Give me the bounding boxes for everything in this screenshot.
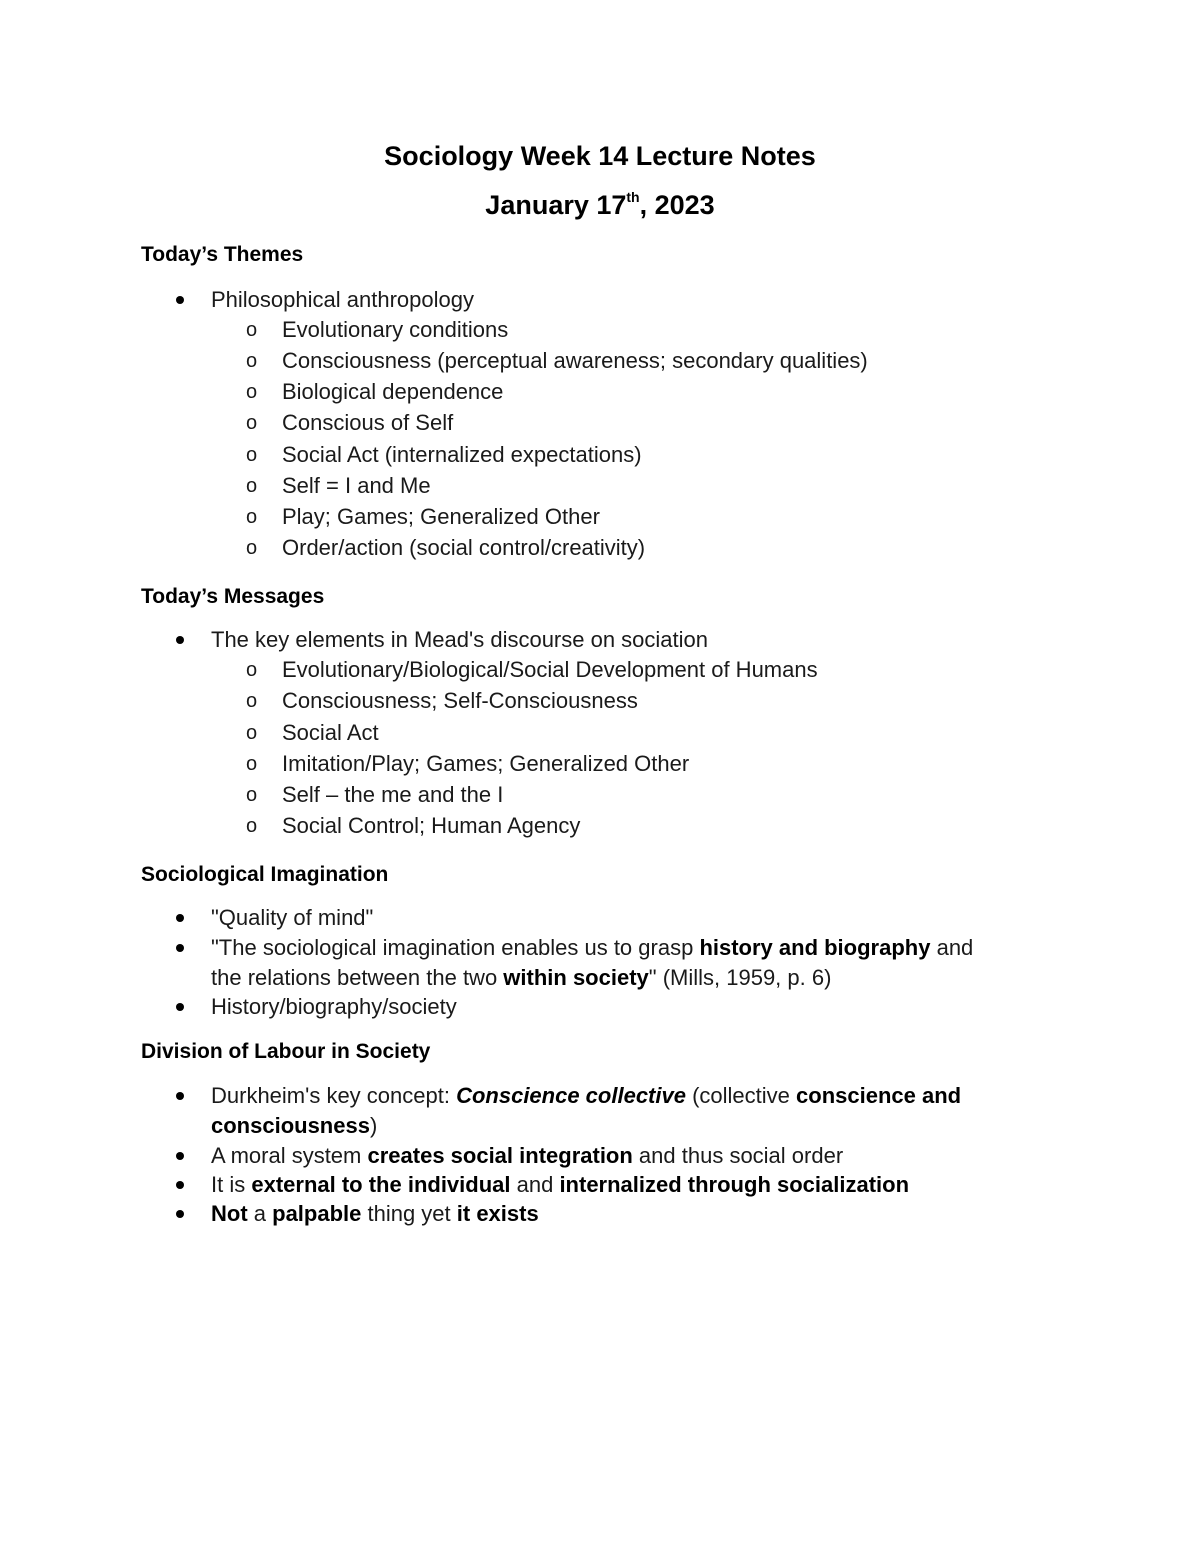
- list-item-continuation: [211, 963, 1041, 993]
- sub-list-item-text: Consciousness (perceptual awareness; secondary qualities): [282, 348, 868, 373]
- sub-list-item: [246, 440, 1042, 470]
- list-item-text: and: [510, 1172, 560, 1197]
- section-heading-themes: Today’s Themes: [141, 243, 304, 266]
- list-item-text: ): [369, 1113, 378, 1138]
- list-item: [211, 992, 1041, 1022]
- list-item-text: (collective: [685, 1083, 797, 1108]
- sub-list-item-text: Self = I and Me: [282, 473, 431, 498]
- sub-list-item-text: Conscious of Self: [282, 410, 454, 435]
- bold-text: it exists: [456, 1201, 539, 1226]
- list-item: [211, 903, 1041, 933]
- sub-list-item-text: Play; Games; Generalized Other: [282, 504, 600, 529]
- circle-bullet-icon: o: [246, 506, 258, 528]
- circle-bullet-icon: o: [246, 659, 258, 681]
- circle-bullet-icon: o: [246, 319, 258, 341]
- sub-list-item: [246, 315, 1042, 345]
- date-superscript: th: [626, 189, 640, 205]
- circle-bullet-icon: o: [246, 815, 258, 837]
- bold-text: history and biography: [699, 935, 931, 960]
- sub-list-item-text: Evolutionary conditions: [282, 317, 509, 342]
- bold-text: palpable: [272, 1201, 362, 1226]
- list-item-text: and thus social order: [632, 1143, 844, 1168]
- bold-text: consciousness: [211, 1113, 370, 1138]
- section-heading-imagination: Sociological Imagination: [141, 863, 389, 886]
- sub-list-item: [246, 533, 1042, 563]
- list-item-text: The key elements in Mead's discourse on sociation: [211, 627, 709, 652]
- list-item-text: thing yet: [361, 1201, 457, 1226]
- list-item-text: "The sociological imagination enables us to grasp: [211, 935, 700, 960]
- sub-list-item-text: Consciousness; Self-Consciousness: [282, 688, 638, 713]
- circle-bullet-icon: o: [246, 444, 258, 466]
- bold-text: within society: [503, 965, 649, 990]
- list-item-text: and: [930, 935, 974, 960]
- section-heading-labour: Division of Labour in Society: [141, 1040, 431, 1063]
- bold-text: Not: [211, 1201, 248, 1226]
- list-item: [211, 285, 1041, 315]
- sub-list-item: [246, 502, 1042, 532]
- sub-list-item: [246, 780, 1042, 810]
- sub-list-item: [246, 471, 1042, 501]
- circle-bullet-icon: o: [246, 722, 258, 744]
- bold-text: creates social integration: [367, 1143, 633, 1168]
- list-item-text: " (Mills, 1959, p. 6): [648, 965, 832, 990]
- sub-list-item: [246, 686, 1042, 716]
- list-item-text: Philosophical anthropology: [211, 287, 474, 312]
- date-suffix: , 2023: [639, 190, 715, 220]
- sub-list-item-text: Biological dependence: [282, 379, 504, 404]
- circle-bullet-icon: o: [246, 784, 258, 806]
- list-item: [211, 1081, 1041, 1111]
- bold-text: [456, 1083, 686, 1108]
- list-item: [211, 933, 1041, 963]
- sub-list-item-text: Evolutionary/Biological/Social Development of Humans: [282, 657, 818, 682]
- sub-list-item-text: Social Control; Human Agency: [282, 813, 581, 838]
- circle-bullet-icon: o: [246, 381, 258, 403]
- list-item-continuation: [211, 1111, 1041, 1141]
- list-item-text: a: [247, 1201, 273, 1226]
- document-title: Sociology Week 14 Lecture Notes: [384, 141, 816, 171]
- circle-bullet-icon: o: [246, 537, 258, 559]
- sub-list-item: [246, 655, 1042, 685]
- list-item-text: History/biography/society: [211, 994, 457, 1019]
- sub-list-item-text: Self – the me and the I: [282, 782, 504, 807]
- circle-bullet-icon: o: [246, 475, 258, 497]
- sub-list-item-text: Social Act (internalized expectations): [282, 442, 642, 467]
- circle-bullet-icon: o: [246, 350, 258, 372]
- circle-bullet-icon: o: [246, 690, 258, 712]
- sub-list-item-text: Social Act: [282, 720, 379, 745]
- list-item-text: the relations between the two: [211, 965, 504, 990]
- document-date: [0, 189, 1200, 221]
- circle-bullet-icon: o: [246, 753, 258, 775]
- section-heading-messages: Today’s Messages: [141, 585, 325, 608]
- bold-text: internalized through socialization: [559, 1172, 910, 1197]
- sub-list-item: [246, 749, 1042, 779]
- list-item: [211, 1141, 1041, 1171]
- sub-list-item: [246, 346, 1042, 376]
- bold-text: conscience and: [796, 1083, 962, 1108]
- date-prefix: January 17: [485, 190, 627, 220]
- list-item-text: A moral system: [211, 1143, 368, 1168]
- sub-list-item: [246, 408, 1042, 438]
- sub-list-item-text: Order/action (social control/creativity): [282, 535, 646, 560]
- sub-list-item: [246, 811, 1042, 841]
- list-item: [211, 625, 1041, 655]
- circle-bullet-icon: o: [246, 412, 258, 434]
- sub-list-item-text: Imitation/Play; Games; Generalized Other: [282, 751, 690, 776]
- bold-text: external to the individual: [251, 1172, 511, 1197]
- list-item-text: Durkheim's key concept:: [211, 1083, 457, 1108]
- list-item: [211, 1170, 1041, 1200]
- sub-list-item: [246, 377, 1042, 407]
- list-item: [211, 1199, 1041, 1229]
- list-item-text: "Quality of mind": [211, 905, 374, 930]
- sub-list-item: [246, 718, 1042, 748]
- bold-italic-text: Conscience collective: [456, 1083, 686, 1108]
- list-item-text: It is: [211, 1172, 252, 1197]
